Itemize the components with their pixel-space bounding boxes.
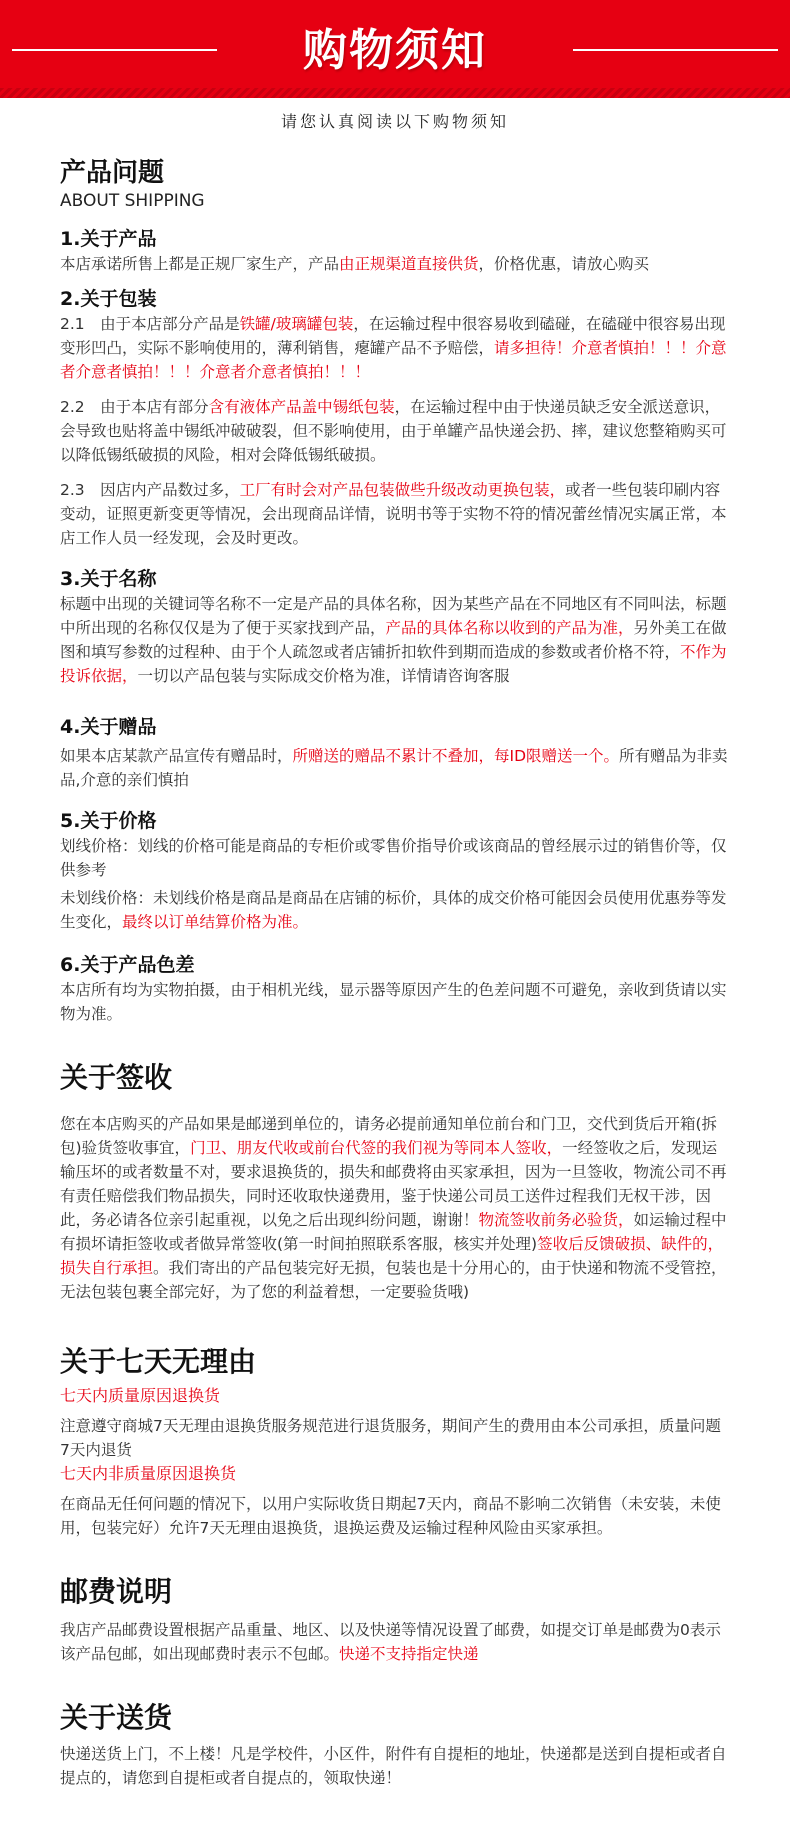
item-title-name: 3.关于名称 bbox=[60, 568, 157, 590]
body-text: 未划线价格：未划线价格是商品是商品在店铺的标价，具体的成交价格可能因会员使用优惠券等发生变化， bbox=[60, 889, 727, 931]
body-text: 快递送货上门，不上楼！凡是学校件，小区件，附件有自提柜的地址，快递都是送到自提柜或者自提点的，请您到自提柜或者自提点的，领取快递！ bbox=[60, 1745, 727, 1787]
postage-section-title: 邮费说明 bbox=[60, 1575, 173, 1608]
item-paragraph bbox=[60, 395, 730, 467]
banner-line-left bbox=[12, 49, 217, 51]
product-item bbox=[60, 286, 790, 550]
item-paragraph bbox=[60, 252, 730, 276]
return-section bbox=[60, 1344, 790, 1540]
body-text: 本店所有均为实物拍摄，由于相机光线，显示器等原因产生的色差问题不可避免，亲收到货请以实物为准。 bbox=[60, 981, 727, 1023]
return-nonquality-text: 在商品无任何问题的情况下，以用户实际收货日期起7天内，商品不影响二次销售（未安装，未使用，包装完好）允许7天无理由退换货，退换运费及运输过程种风险由买家承担。 bbox=[60, 1495, 721, 1537]
receipt-section bbox=[60, 1060, 790, 1304]
product-item bbox=[60, 714, 790, 792]
body-text: 2.1 由于本店部分产品是 bbox=[60, 315, 240, 333]
postage-paragraph bbox=[60, 1618, 730, 1666]
item-title-gift: 4.关于赠品 bbox=[60, 716, 157, 738]
highlight-text: 产品的具体名称以收到的产品为准， bbox=[385, 619, 634, 637]
body-text: 本店承诺所售上都是正规厂家生产，产品 bbox=[60, 255, 340, 273]
header-banner bbox=[0, 0, 790, 98]
body-text: 您在本店购买的产品如果是邮递到单位的，请务必提前通知单位前台和门卫，交代到货后开箱(拆包)验货签收事宜， bbox=[60, 1115, 718, 1157]
postage-section bbox=[60, 1574, 790, 1666]
banner-title: 购物须知 bbox=[303, 25, 487, 76]
item-paragraph bbox=[60, 834, 730, 882]
body-text: 或者一些包装印刷内容变动，证照更新变更等情况，会出现商品详情，说明书等于实物不符的情况蕾丝情况实属正常，本店工作人员一经发现，会及时更改。 bbox=[60, 481, 727, 547]
delivery-paragraph bbox=[60, 1742, 730, 1790]
body-text: ，在运输过程中由于快递员缺乏安全派送意识，会导致也贴将盖中锡纸冲破破裂，但不影响使用，由于单罐产品快递会扔、摔，建议您整箱购买可以降低锡纸破损的风险，相对会降低锡纸破损。 bbox=[60, 398, 727, 464]
highlight-text: 门卫、朋友代收或前台代签的我们视为等同本人签收， bbox=[190, 1139, 563, 1157]
receipt-paragraph bbox=[60, 1112, 730, 1304]
product-section bbox=[60, 156, 790, 1026]
highlight-text: 所赠送的赠品不累计不叠加，每ID限赠送一个。 bbox=[292, 747, 620, 765]
body-text: 一经签收之后，发现运输压坏的或者数量不对，要求退换货的，损失和邮费将由买家承担，因为一旦签收，物流公司不再有责任赔偿我们物品损失，同时还收取快递费用，鉴于快递公司员工送件过程我们无权干涉，因此，务必请各位亲引起重视，以免之后出现纠纷问题，谢谢！ bbox=[60, 1139, 727, 1229]
body-text: 如果本店某款产品宣传有赠品时， bbox=[60, 747, 293, 765]
item-paragraph bbox=[60, 592, 730, 688]
highlight-text: 工厂有时会对产品包装做些升级改动更换包装， bbox=[239, 481, 566, 499]
item-title-price: 5.关于价格 bbox=[60, 810, 157, 832]
body-text: 。我们寄出的产品包装完好无损，包装也是十分用心的，由于快递和物流不受管控，无法包装包裹全部完好，为了您的利益着想，一定要验货哦) bbox=[60, 1259, 727, 1301]
product-section-subtitle: ABOUT SHIPPING bbox=[60, 191, 205, 211]
product-item bbox=[60, 226, 790, 276]
item-title-color: 6.关于产品色差 bbox=[60, 954, 195, 976]
banner-line-right bbox=[573, 49, 778, 51]
body-text: 如运输过程中有损坏请拒签收或者做异常签收(第一时间拍照联系客服，核实并处理) bbox=[60, 1211, 727, 1253]
item-paragraph bbox=[60, 312, 730, 384]
return-quality-text: 注意遵守商城7天无理由退换货服务规范进行退货服务，期间产生的费用由本公司承担，质量问题7天内退货 bbox=[60, 1417, 721, 1459]
body-text: 另外美工在做图和填写参数的过程种、由于个人疏忽或者店铺折扣软件到期而造成的参数或者价格不符， bbox=[60, 619, 727, 661]
highlight-text: 不作为投诉依据， bbox=[60, 643, 727, 685]
body-text: ，在运输过程中很容易收到磕碰，在磕碰中很容易出现变形凹凸，实际不影响使用的，薄利销售，瘪罐产品不予赔偿， bbox=[60, 315, 726, 357]
body-text: 划线价格：划线的价格可能是商品的专柜价或零售价指导价或该商品的曾经展示过的销售价等，仅供参考 bbox=[60, 837, 727, 879]
highlight-text: 由正规渠道直接供货 bbox=[339, 255, 479, 273]
delivery-section-title: 关于送货 bbox=[60, 1701, 173, 1734]
body-text: 一切以产品包装与实际成交价格为准，详情请咨询客服 bbox=[137, 667, 510, 685]
product-item bbox=[60, 952, 790, 1026]
highlight-text: 铁罐/玻璃罐包装 bbox=[239, 315, 354, 333]
item-paragraph bbox=[60, 744, 730, 792]
highlight-text: 快递不支持指定快递 bbox=[339, 1645, 479, 1663]
main-content bbox=[0, 156, 790, 1790]
highlight-text: 物流签收前务必验货， bbox=[478, 1211, 634, 1229]
page-subtitle: 请您认真阅读以下购物须知 bbox=[280, 112, 509, 131]
item-title-product: 1.关于产品 bbox=[60, 228, 157, 250]
body-text: 所有赠品为非卖品,介意的亲们慎拍 bbox=[60, 747, 728, 789]
return-quality-title: 七天内质量原因退换货 bbox=[60, 1386, 221, 1405]
body-text: 标题中出现的关键词等名称不一定是产品的具体名称，因为某些产品在不同地区有不同叫法，标题中所出现的名称仅仅是为了便于买家找到产品， bbox=[60, 595, 727, 637]
product-section-title: 产品问题 bbox=[60, 158, 165, 188]
body-text: 2.3 因店内产品数过多， bbox=[60, 481, 240, 499]
highlight-text: 含有液体产品盖中锡纸包装 bbox=[208, 398, 395, 416]
receipt-section-title: 关于签收 bbox=[60, 1061, 173, 1094]
item-paragraph bbox=[60, 478, 730, 550]
body-text: 2.2 由于本店有部分 bbox=[60, 398, 209, 416]
item-title-packaging: 2.关于包装 bbox=[60, 288, 157, 310]
return-section-title: 关于七天无理由 bbox=[60, 1345, 257, 1378]
highlight-text: 最终以订单结算价格为准。 bbox=[122, 913, 309, 931]
body-text: ，价格优惠，请放心购买 bbox=[478, 255, 650, 273]
product-item bbox=[60, 808, 790, 934]
body-text: 我店产品邮费设置根据产品重量、地区、以及快递等情况设置了邮费，如提交订单是邮费为0表示该产品包邮，如出现邮费时表示不包邮。 bbox=[60, 1621, 721, 1663]
item-paragraph bbox=[60, 978, 730, 1026]
return-nonquality-title: 七天内非质量原因退换货 bbox=[60, 1464, 237, 1483]
delivery-section bbox=[60, 1700, 790, 1790]
item-paragraph bbox=[60, 886, 730, 934]
highlight-text: 签收后反馈破损、缺件的，损失自行承担 bbox=[60, 1235, 724, 1277]
product-item bbox=[60, 566, 790, 688]
highlight-text: 请多担待！介意者慎拍！！！介意者介意者慎拍！！！介意者介意者慎拍！！！ bbox=[60, 339, 727, 381]
